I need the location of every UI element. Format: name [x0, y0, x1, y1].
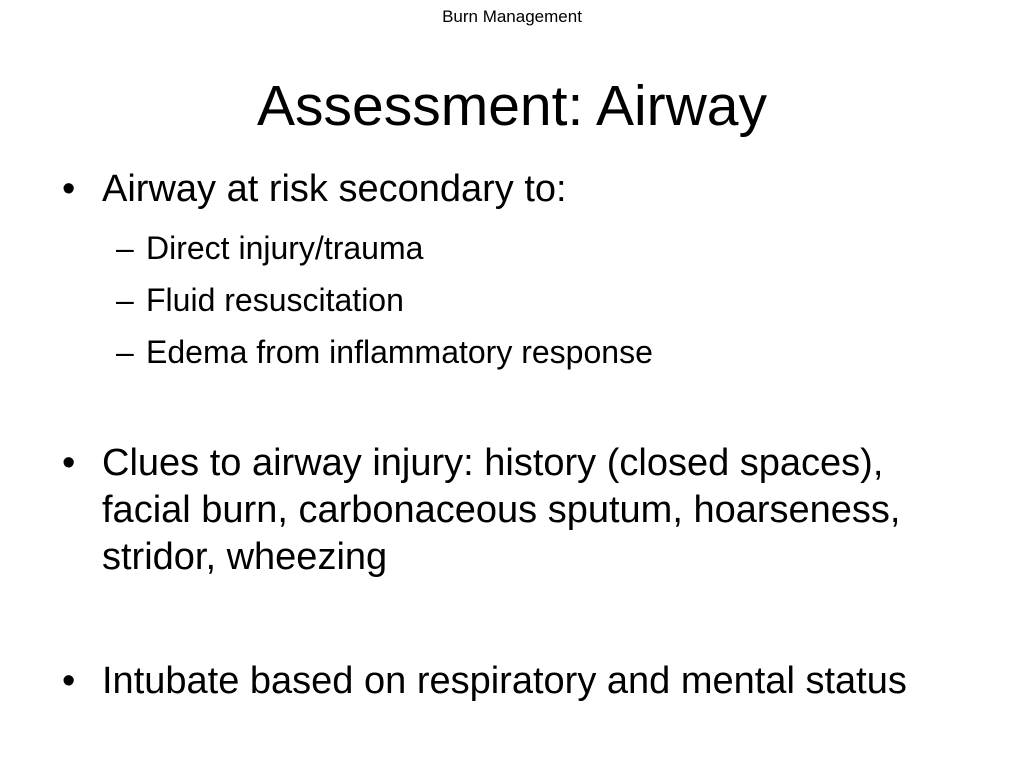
bullet-icon: •: [62, 442, 76, 484]
bullet-icon: •: [62, 168, 76, 210]
sub-item-edema: [116, 332, 976, 372]
bullet-text: Airway at risk secondary to:: [102, 168, 567, 210]
sub-item-fluid-resuscitation: [116, 280, 976, 320]
bullet-text: Intubate based on respiratory and mental status: [102, 660, 907, 702]
slide-title: Assessment: Airway: [257, 74, 767, 138]
dash-icon: –: [116, 230, 134, 266]
dash-icon: –: [116, 334, 134, 370]
bullet-item-intubate: [62, 658, 982, 705]
sub-item-direct-injury: [116, 228, 976, 268]
dash-icon: –: [116, 282, 134, 318]
sub-item-text: Direct injury/trauma: [146, 230, 424, 266]
sub-item-text: Edema from inflammatory response: [146, 334, 653, 370]
bullet-item-airway-clues: [62, 440, 982, 581]
sub-item-text: Fluid resuscitation: [146, 282, 404, 318]
slide-header: Burn Management: [442, 7, 582, 26]
bullet-text: Clues to airway injury: history (closed spaces), facial burn, carbonaceous sputum, hoarseness, stridor, wheezing: [102, 442, 901, 578]
bullet-icon: •: [62, 660, 76, 702]
bullet-item-airway-risk: [62, 166, 982, 213]
